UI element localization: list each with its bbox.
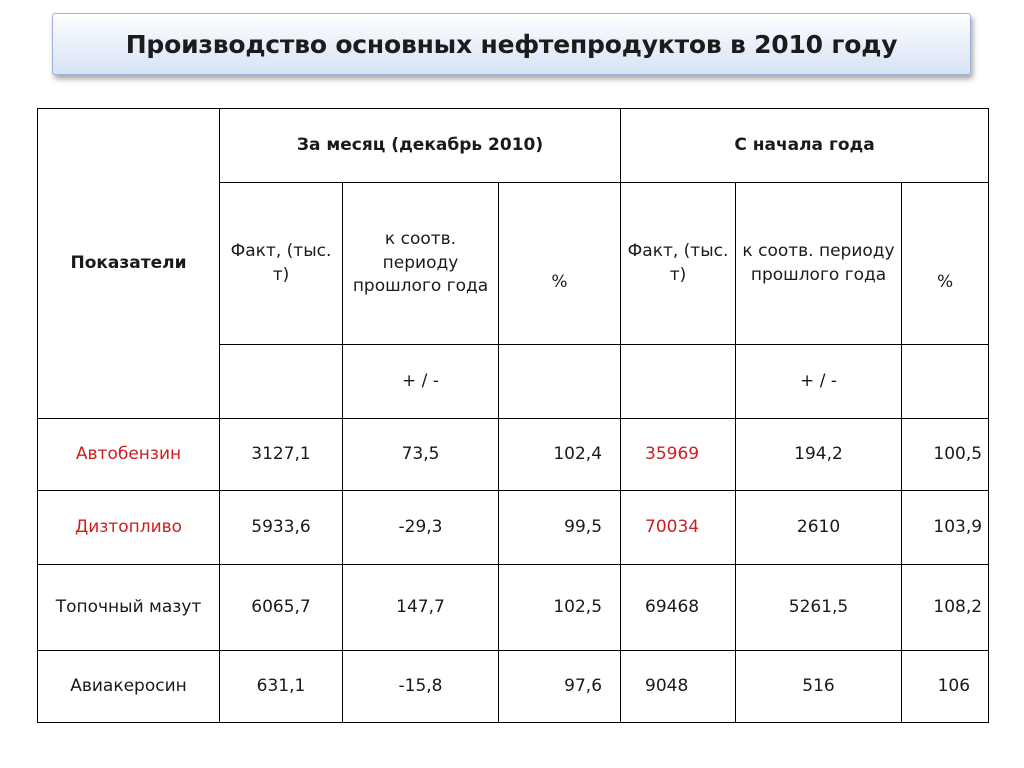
delta-empty-cell [902, 345, 989, 419]
col-header-year-prev: к соотв. периоду прошлого года [736, 183, 902, 345]
row-name: Топочный мазут [38, 565, 220, 651]
year-pct: 100,5 [902, 419, 989, 491]
month-delta: 147,7 [343, 565, 499, 651]
month-fact: 6065,7 [220, 565, 343, 651]
month-pct: 99,5 [499, 491, 621, 565]
month-fact: 631,1 [220, 651, 343, 723]
year-delta: 194,2 [736, 419, 902, 491]
year-fact: 9048 [621, 651, 736, 723]
month-fact: 5933,6 [220, 491, 343, 565]
row-header-indicators: Показатели [38, 109, 220, 419]
month-pct: 97,6 [499, 651, 621, 723]
col-header-month-fact: Факт, (тыс. т) [220, 183, 343, 345]
col-header-year-pct: % [902, 183, 989, 345]
month-fact: 3127,1 [220, 419, 343, 491]
table-row [38, 491, 989, 565]
group-header-month: За месяц (декабрь 2010) [220, 109, 621, 183]
year-delta: 5261,5 [736, 565, 902, 651]
delta-label-month: + / - [343, 345, 499, 419]
delta-label-year: + / - [736, 345, 902, 419]
table-row [38, 565, 989, 651]
delta-empty-cell [499, 345, 621, 419]
header-row-groups [38, 109, 989, 183]
month-pct: 102,4 [499, 419, 621, 491]
year-fact: 35969 [621, 419, 736, 491]
col-header-year-fact: Факт, (тыс. т) [621, 183, 736, 345]
row-name: Дизтопливо [38, 491, 220, 565]
col-header-month-prev: к соотв. периоду прошлого года [343, 183, 499, 345]
row-name: Авиакеросин [38, 651, 220, 723]
year-fact: 70034 [621, 491, 736, 565]
year-pct: 108,2 [902, 565, 989, 651]
table-row [38, 419, 989, 491]
row-name: Автобензин [38, 419, 220, 491]
month-delta: 73,5 [343, 419, 499, 491]
year-fact: 69468 [621, 565, 736, 651]
month-delta: -15,8 [343, 651, 499, 723]
table-row [38, 651, 989, 723]
month-delta: -29,3 [343, 491, 499, 565]
delta-empty-cell [220, 345, 343, 419]
year-delta: 2610 [736, 491, 902, 565]
month-pct: 102,5 [499, 565, 621, 651]
title-banner [52, 13, 971, 75]
delta-empty-cell [621, 345, 736, 419]
year-pct: 106 [902, 651, 989, 723]
year-pct: 103,9 [902, 491, 989, 565]
page-title: Производство основных нефтепродуктов в 2010 году [125, 29, 898, 59]
production-table [37, 108, 989, 723]
col-header-month-pct: % [499, 183, 621, 345]
group-header-year: С начала года [621, 109, 989, 183]
year-delta: 516 [736, 651, 902, 723]
